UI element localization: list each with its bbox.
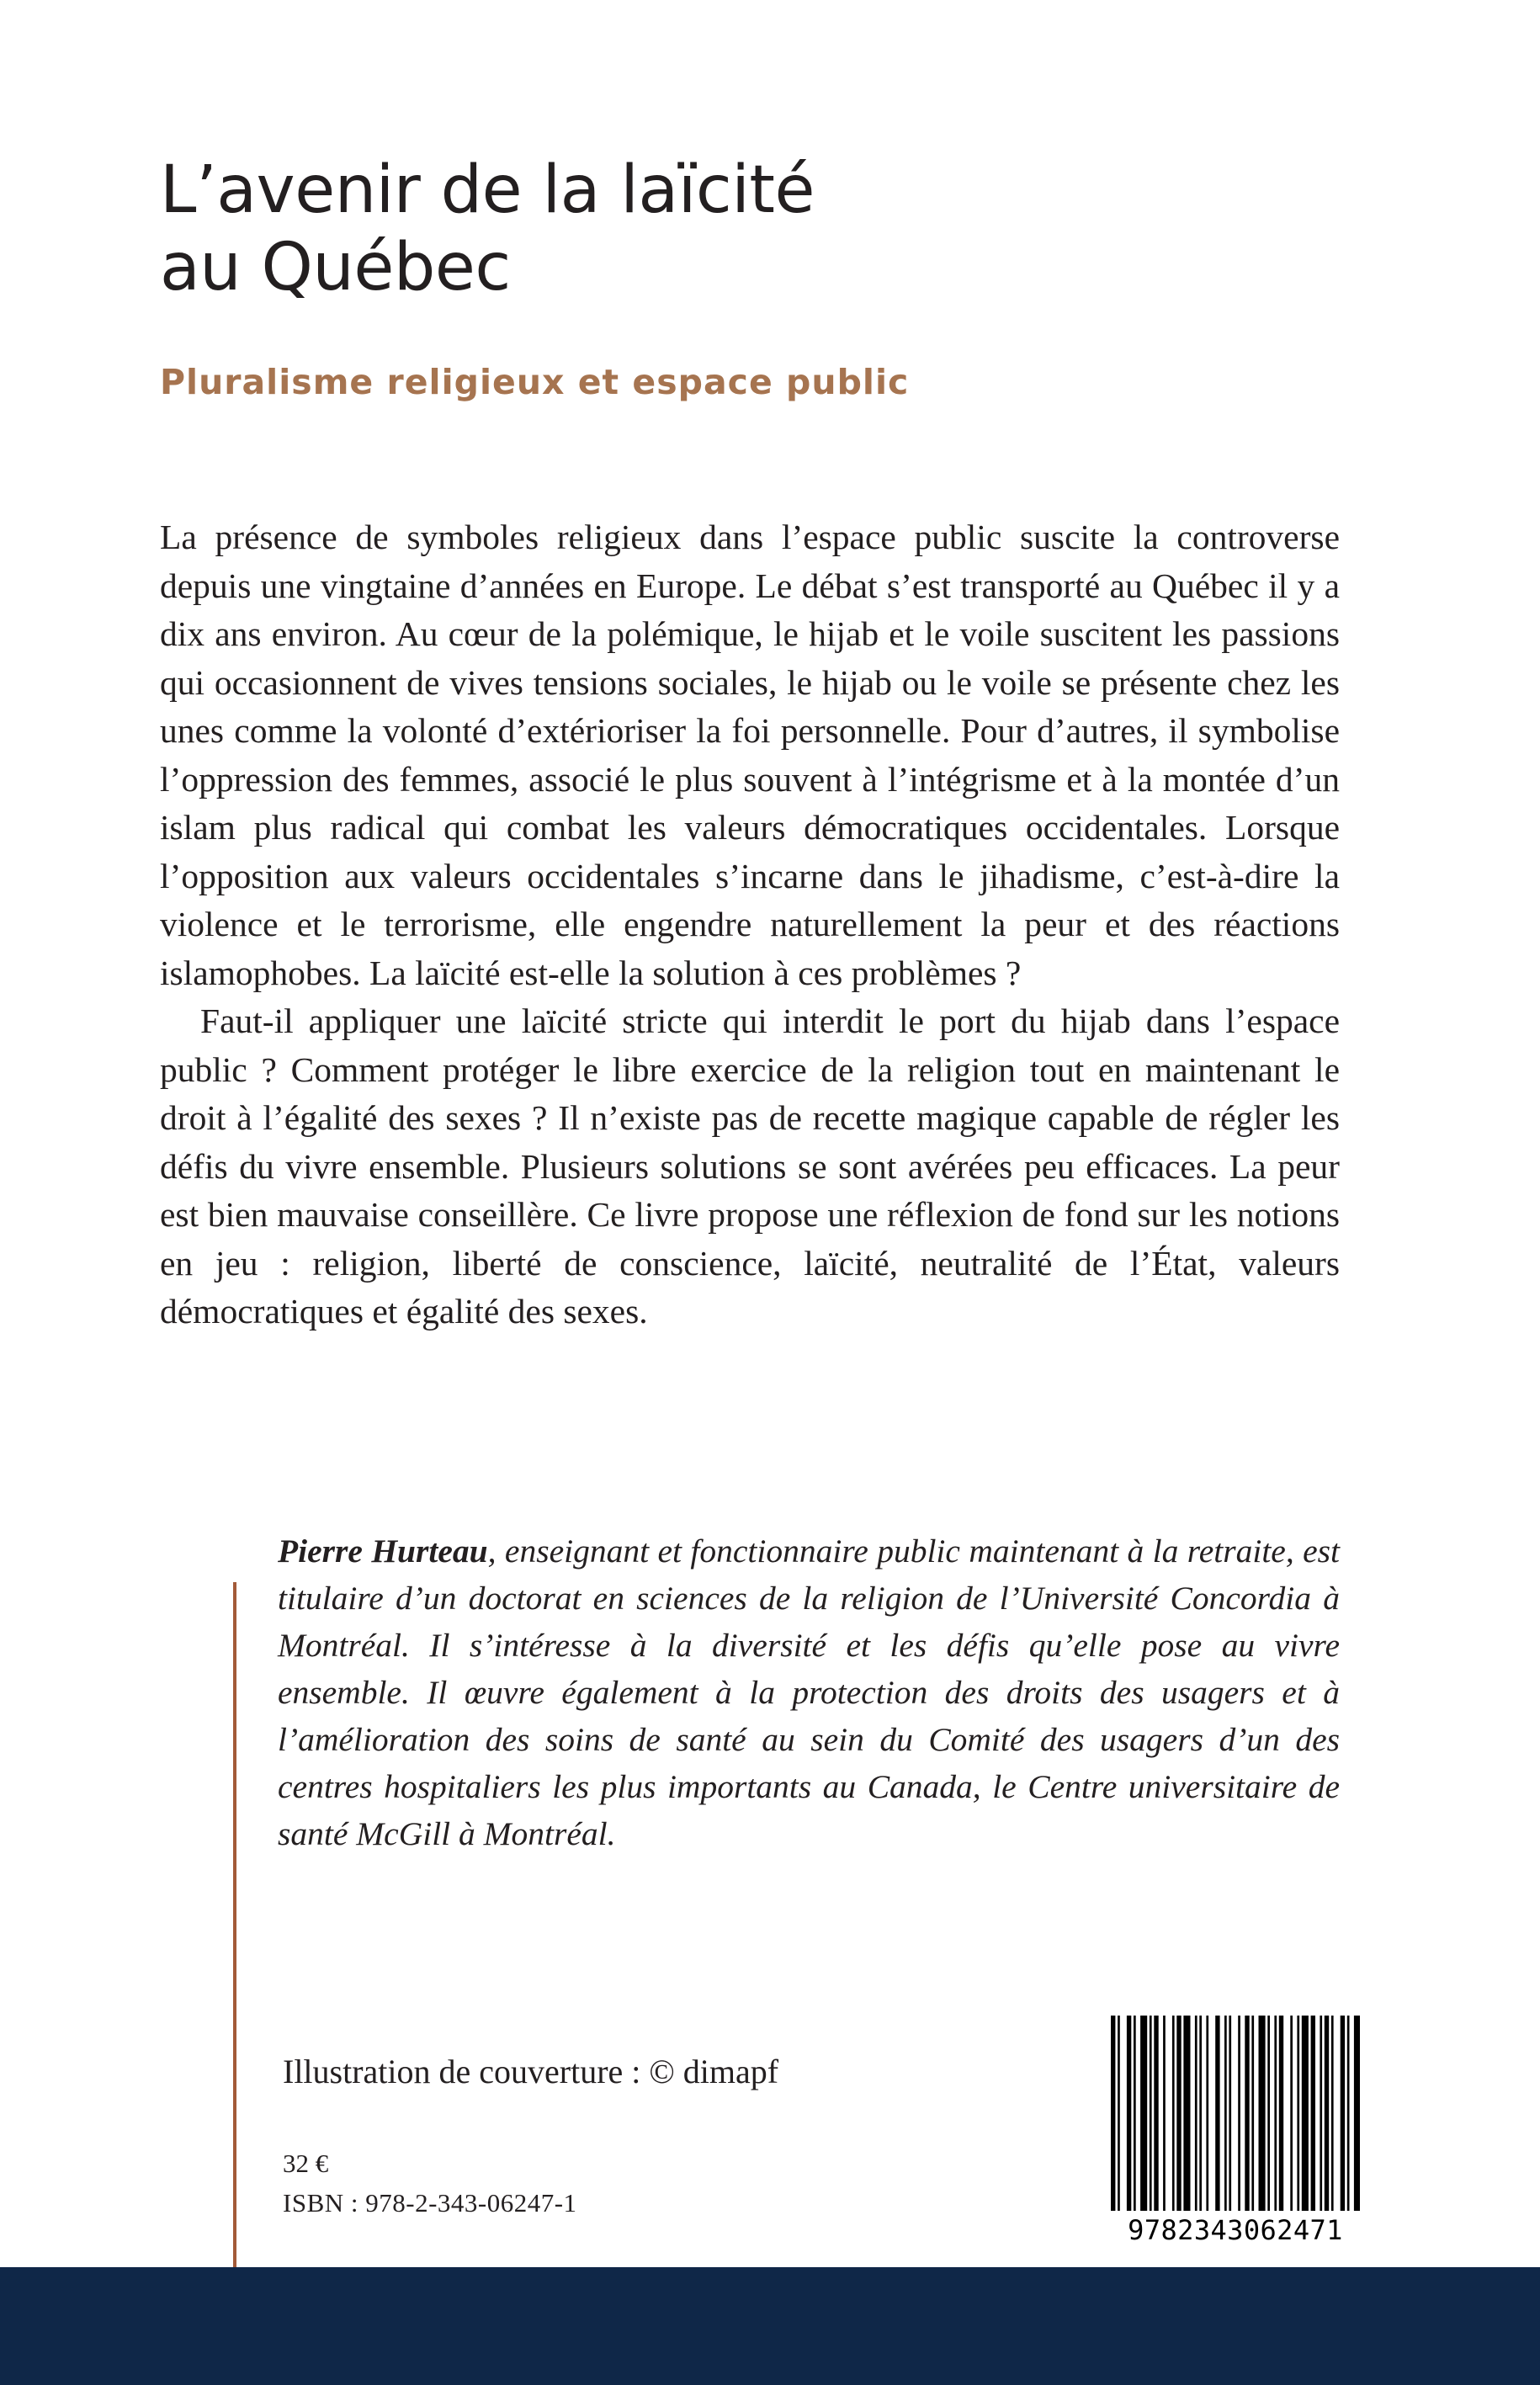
barcode [1109,2016,1362,2246]
barcode-bar [1215,2016,1219,2211]
barcode-bar [1331,2016,1334,2211]
vertical-rule [233,1582,236,2369]
barcode-bar [1274,2016,1277,2211]
barcode-bar [1134,2016,1136,2211]
barcode-bar [1176,2016,1181,2211]
barcode-bar [1251,2016,1254,2211]
barcode-bar [1259,2016,1266,2211]
barcode-bar [1290,2016,1293,2211]
barcode-bar [1206,2016,1208,2211]
illustration-credit: Illustration de couverture : © dimapf [283,2053,779,2090]
book-subtitle: Pluralisme religieux et espace public [160,362,910,402]
barcode-bar [1297,2016,1299,2211]
barcode-bar [1163,2016,1166,2211]
barcode-bar [1111,2016,1115,2211]
barcode-bar [1347,2016,1350,2211]
barcode-bars [1109,2016,1362,2211]
book-title [160,151,1338,306]
isbn: ISBN : 978-2-343-06247-1 [283,2188,577,2218]
title-line-1: L’avenir de la laïcité [160,152,815,228]
footer-band [0,2267,1540,2385]
barcode-digits: 9782343062471 [1128,2214,1343,2246]
barcode-bar [1325,2016,1329,2211]
barcode-bar [1267,2016,1270,2211]
summary-paragraph-2: Faut-il appliquer une laïcité stricte qui interdit le port du hijab dans l’espace public ? Comment protéger le libre exercice de la religion tout en maintenant le droit à l’égalité des sexes ? Il n’existe pas de recette magique capable de régler les défis du vivre ensemble. Plusieurs solutions se sont avérées peu efficaces. La peur est bien mauvaise conseillère. Ce livre propose une réflexion de fond sur les notions en jeu : religion, liberté de conscience, laïcité, neutralité de l’État, valeurs démocratiques et égalité des sexes. [160,1001,1340,1331]
barcode-bar [1195,2016,1197,2211]
barcode-bar [1229,2016,1231,2211]
barcode-bar [1127,2016,1131,2211]
barcode-bar [1183,2016,1190,2211]
barcode-bar [1311,2016,1315,2211]
barcode-bar [1245,2016,1249,2211]
summary-paragraph-1: La présence de symboles religieux dans l’espace public suscite la controverse depuis une vingtaine d’années en Europe. Le débat s’est transporté au Québec il y a dix ans environ. Au cœur de la polémique, le hijab et le voile suscitent les passions qui occasionnent de vives tensions sociales, le hijab ou le voile se présente chez les unes comme la volonté d’extérioriser la foi personnelle. Pour d’autres, il symbolise l’oppression des femmes, associé le plus souvent à l’intégrisme et à la montée d’un islam plus radical qui combat les valeurs démocratiques occidentales. Lorsque l’opposition aux valeurs occidentales s’incarne dans le jihadisme, c’est-à-dire la violence et le terrorisme, elle engendre naturellement la peur et des réactions islamophobes. La laïcité est-elle la solution à ces problèmes ? [160,518,1340,992]
barcode-bar [1118,2016,1120,2211]
barcode-bar [1150,2016,1152,2211]
author-bio-text: , enseignant et fonctionnaire public maintenant à la retraite, est titulaire d’un doctorat en sciences de la religion de l’Université Concordia à Montréal. Il s’intéresse à la diversité et les défis qu’elle pose au vivre ensemble. Il œuvre également à la protection des droits des usagers et à l’amélioration des soins de santé au sein du Comité des usagers d’un des centres hospitaliers les plus importants au Canada, le Centre universitaire de santé McGill à Montréal. [278,1532,1340,1852]
price: 32 € [283,2149,329,2178]
barcode-bar [1341,2016,1345,2211]
barcode-bar [1302,2016,1309,2211]
author-bio [278,1527,1340,1857]
barcode-bar [1172,2016,1175,2211]
barcode-bar [1354,2016,1360,2211]
barcode-bar [1279,2016,1283,2211]
barcode-bar [1199,2016,1202,2211]
barcode-bar [1154,2016,1158,2211]
barcode-bar [1140,2016,1147,2211]
barcode-bar [1238,2016,1240,2211]
author-name: Pierre Hurteau [278,1532,488,1570]
title-line-2: au Québec [160,230,511,305]
barcode-bar [1320,2016,1322,2211]
barcode-bar [1224,2016,1227,2211]
summary-text [160,513,1340,1336]
